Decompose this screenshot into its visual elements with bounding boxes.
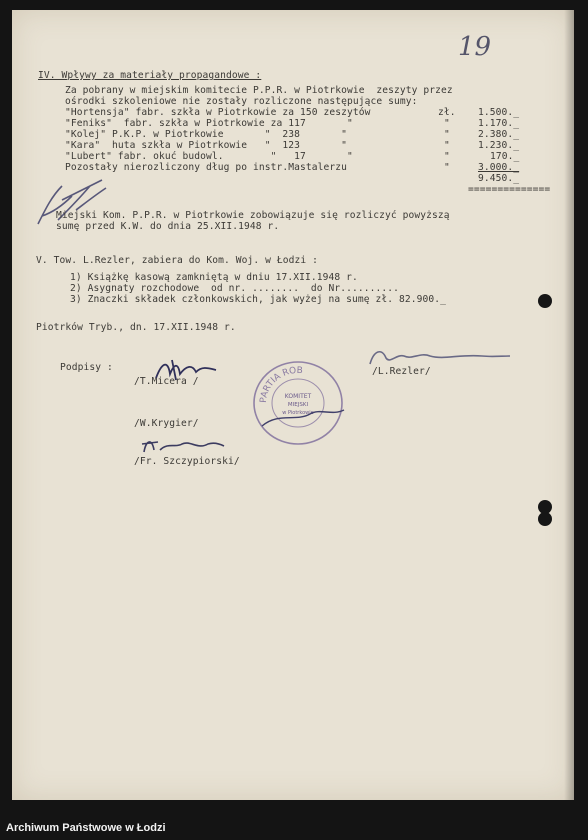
section-5-heading: V. Tow. L.Rezler, zabiera do Kom. Woj. w Łodzi : [36,255,319,266]
row-currency: zł. [438,107,456,118]
section-4-intro-line2: ośrodki szkoleniowe nie zostały rozliczone następujące sumy: [65,96,418,107]
archive-name: Archiwum Państwowe w Łodzi [6,822,166,834]
signature-name-rezler: /L.Rezler/ [372,366,431,377]
stamp-ring-text: PARTIA ROB [258,365,304,404]
handwritten-signature-micera [152,356,222,384]
obligation-line1: Miejski Kom. P.P.R. w Piotrkowie zobowiązuje się rozliczyć powyższą [56,210,450,221]
row-text: Pozostały nierozliczony dług po instr.Mastalerzu [65,162,348,173]
punch-hole [538,294,552,308]
section-4-intro-line1: Za pobrany w miejskim komitecie P.P.R. w Piotrkowie zeszyty przez [65,85,453,96]
stamp-center-line3: w Piotrkowie [282,410,314,416]
row-amount: 1.230._ [478,140,520,151]
stamp-center-line1: KOMITET [284,393,312,400]
section-5-item: 2) Asygnaty rozchodowe od nr. ........ do Nr.......... [70,283,400,294]
row-amount: 170._ [490,151,520,162]
page-number: 19 [458,32,492,62]
row-amount: 1.170._ [478,118,520,129]
row-currency: " [444,118,450,129]
row-text: "Feniks" fabr. szkła w Piotrkowie za 117 " [65,118,353,129]
stamp-center-line2: MIEJSKI [287,402,309,408]
document-page [12,10,574,800]
section-5-item: 3) Znaczki składek członkowskich, jak wyżej na sumę zł. 82.900._ [70,294,447,305]
signature-name-szczypiorski: /Fr. Szczypiorski/ [134,456,240,467]
signatures-label: Podpisy : [60,362,113,373]
row-currency: " [444,140,450,151]
row-text: "Kolej" P.K.P. w Piotrkowie " 238 " [65,129,348,140]
handwritten-signature-szczypiorski [138,434,228,458]
total-amount: 9.450._ [478,173,520,184]
row-text: "Lubert" fabr. okuć budowl. " 17 " [65,151,353,162]
section-4-heading: IV. Wpływy za materiały propagandowe : [38,70,262,81]
komitet-miejski-stamp [248,356,348,450]
signature-name-krygier: /W.Krygier/ [134,418,199,429]
archive-footer [0,812,588,840]
section-5-item: 1) Książkę kasową zamkniętą w dniu 17.XII.1948 r. [70,272,358,283]
place-date: Piotrków Tryb., dn. 17.XII.1948 r. [36,322,236,333]
signature-name-micera: /T.Micera / [134,376,199,387]
row-currency: " [444,162,450,173]
total-double-rule: ============== [468,184,551,195]
row-amount: 3.000._ [478,162,520,173]
row-amount: 1.500._ [478,107,520,118]
row-text: "Kara" huta szkła w Piotrkowie " 123 " [65,140,348,151]
row-text: "Hortensja" fabr. szkła w Piotrkowie za 150 zeszytów [65,107,371,118]
obligation-line2: sumę przed K.W. do dnia 25.XII.1948 r. [56,221,280,232]
row-amount: 2.380._ [478,129,520,140]
punch-hole [538,512,552,526]
row-currency: " [444,129,450,140]
row-currency: " [444,151,450,162]
handwritten-signature-rezler [364,344,514,370]
